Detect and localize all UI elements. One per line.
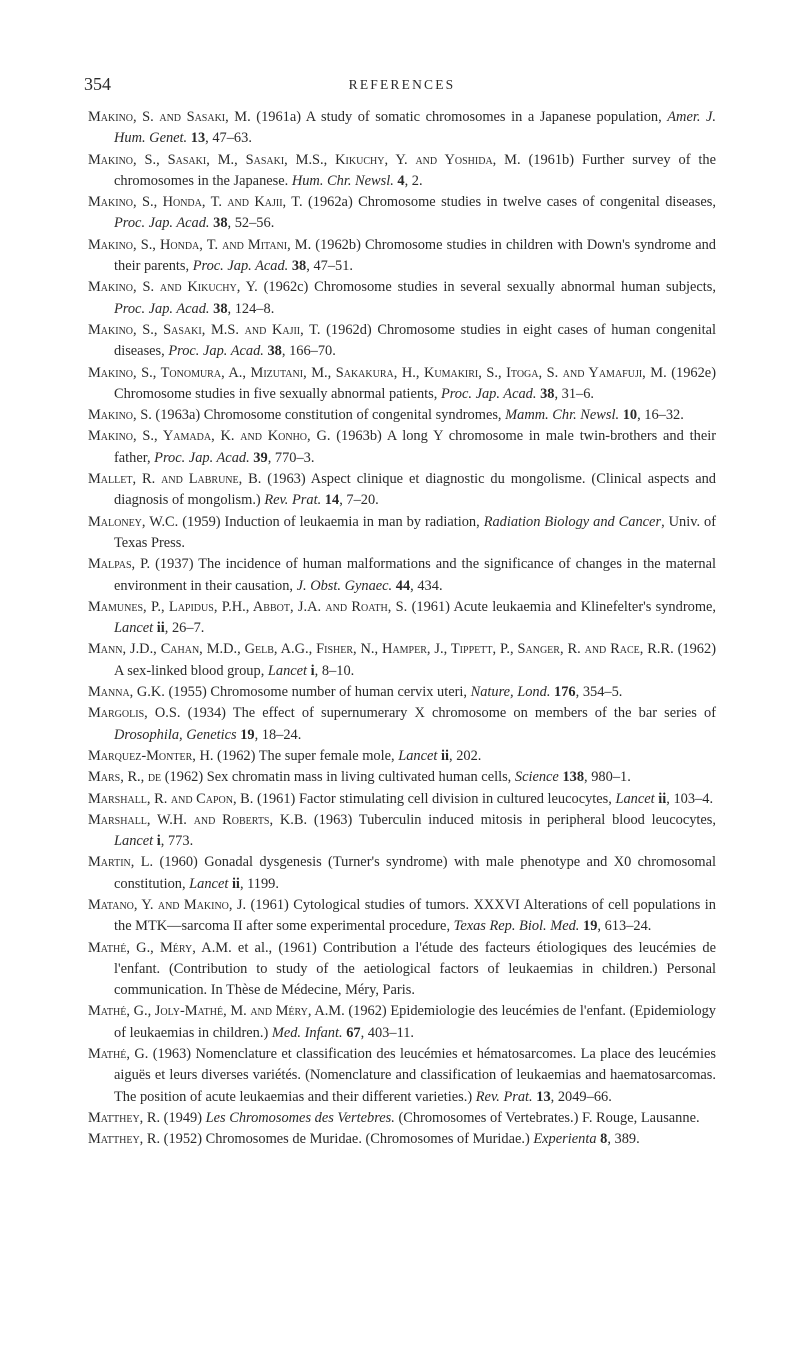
reference-entry <box>88 426 716 469</box>
reference-entry <box>88 895 716 938</box>
reference-journal: Rev. Prat. <box>264 492 322 509</box>
reference-pages: , 2. <box>404 172 423 189</box>
reference-pages: , 103–4. <box>666 790 714 807</box>
reference-authors: Maloney, W.C. <box>88 513 179 530</box>
reference-authors: Margolis, O.S. <box>88 705 181 722</box>
reference-entry <box>88 192 716 235</box>
reference-journal: Experienta <box>533 1131 597 1148</box>
reference-volume: 38 <box>540 385 555 402</box>
reference-pages: , 434. <box>410 577 443 594</box>
reference-authors: Makino, S. and Sasaki, M. <box>88 109 251 125</box>
reference-volume: i <box>310 662 315 679</box>
reference-list <box>88 107 716 1151</box>
reference-volume: ii <box>658 790 667 807</box>
reference-text: (1962) The super female mole, <box>213 747 399 764</box>
reference-authors: Marshall, R. and Capon, B. <box>88 790 254 807</box>
reference-journal: Hum. Chr. Newsl. <box>291 172 394 189</box>
reference-volume: 38 <box>291 258 307 275</box>
reference-entry <box>88 703 716 746</box>
reference-pages: , 47–51. <box>306 258 354 275</box>
reference-authors: Makino, S., Honda, T. and Mitani, M. <box>88 236 312 253</box>
reference-volume: 138 <box>562 769 585 786</box>
reference-volume: ii <box>231 875 240 892</box>
reference-authors: Matano, Y. and Makino, J. <box>88 896 247 913</box>
reference-volume: 19 <box>583 918 598 935</box>
reference-authors: Makino, S. <box>88 407 152 424</box>
reference-authors: Mathé, G. <box>88 1046 149 1063</box>
reference-volume: 39 <box>253 449 268 466</box>
reference-entry <box>88 1044 716 1108</box>
reference-entry <box>88 938 716 1002</box>
reference-entry <box>88 767 716 788</box>
reference-pages: , 613–24. <box>597 918 652 935</box>
reference-entry <box>88 639 716 682</box>
reference-journal: J. Obst. Gynaec. <box>296 577 393 594</box>
page-number: 354 <box>84 74 111 94</box>
reference-text: (1962b) Chromosome studies in children with Down's syndrome and their parents, <box>114 236 716 275</box>
reference-authors: Makino, S., Yamada, K. and Konho, G. <box>88 428 331 445</box>
reference-journal: Proc. Jap. Acad. <box>168 343 264 360</box>
reference-pages: , 8–10. <box>314 662 355 679</box>
reference-volume: i <box>156 833 161 850</box>
reference-journal: Nature, Lond. <box>470 684 551 701</box>
reference-text: (1955) Chromosome number of human cervix uteri, <box>164 684 471 701</box>
reference-entry <box>88 746 716 767</box>
reference-pages: , 26–7. <box>164 620 205 637</box>
reference-entry <box>88 277 716 320</box>
reference-authors: Mamunes, P., Lapidus, P.H., Abbot, J.A. and Roath, S. <box>88 598 408 615</box>
reference-volume: ii <box>441 747 449 764</box>
reference-journal: Les Chromosomes des Vertebres. <box>205 1109 395 1126</box>
reference-pages: , 47–63. <box>205 130 252 147</box>
reference-journal: Rev. Prat. <box>475 1088 533 1105</box>
reference-authors: Malpas, P. <box>88 556 151 573</box>
reference-journal: Lancet <box>398 747 438 764</box>
reference-text: (1963a) Chromosome constitution of congenital syndromes, <box>151 407 506 424</box>
page-header <box>84 74 720 102</box>
reference-entry <box>88 554 716 597</box>
reference-entry <box>88 852 716 895</box>
reference-pages: , 31–6. <box>554 385 595 402</box>
reference-authors: Mars, R., de <box>88 769 162 786</box>
reference-volume: 38 <box>267 343 282 360</box>
reference-text: (1960) Gonadal dysgenesis (Turner's syndrome) with male phenotype and X0 chromosomal constitution, <box>114 854 716 892</box>
reference-volume: 13 <box>190 130 206 147</box>
reference-volume: 13 <box>536 1088 551 1105</box>
reference-authors: Makino, S., Tonomura, A., Mizutani, M., Sakakura, H., Kumakiri, S., Itoga, S. and Yamafuji, M. <box>88 364 667 381</box>
reference-pages: , 7–20. <box>339 492 379 509</box>
reference-authors: Mann, J.D., Cahan, M.D., Gelb, A.G., Fisher, N., Hamper, J., Tippett, P., Sanger, R. and Race, R.R. <box>88 641 674 658</box>
reference-pages: , 354–5. <box>575 684 623 701</box>
reference-authors: Matthey, R. <box>88 1131 161 1148</box>
reference-text: (1963b) A long Y chromosome in male twin-brothers and their father, <box>114 428 716 466</box>
reference-text: et al., (1961) Contribution a l'étude des facteurs étiologiques des leucémies de l'enfant. (Contribution to study of the aetiological factors of leukaemias in children.) Personal communication. In Thèse de Médecine, Méry, Paris. <box>114 939 716 999</box>
reference-pages: , 166–70. <box>281 343 336 360</box>
reference-entry <box>88 597 716 640</box>
reference-authors: Mathé, G., Méry, A.M. <box>88 939 232 956</box>
reference-authors: Martin, L. <box>88 854 154 871</box>
reference-volume: 44 <box>395 577 411 594</box>
reference-volume: 4 <box>397 172 405 189</box>
reference-volume: 8 <box>600 1131 608 1148</box>
reference-authors: Marshall, W.H. and Roberts, K.B. <box>88 811 308 828</box>
reference-text: (1961a) A study of somatic chromosomes in a Japanese population, <box>250 109 668 125</box>
reference-journal: Mamm. Chr. Newsl. <box>505 407 620 424</box>
reference-journal: Lancet <box>615 790 655 807</box>
reference-volume: 38 <box>213 300 228 317</box>
reference-pages: , 124–8. <box>227 300 275 317</box>
reference-text: (1952) Chromosomes de Muridae. (Chromosomes of Muridae.) <box>160 1131 534 1148</box>
reference-entry <box>88 810 716 853</box>
reference-volume: ii <box>156 620 165 637</box>
reference-pages: , 2049–66. <box>550 1088 612 1105</box>
reference-pages: , 52–56. <box>227 215 275 232</box>
reference-entry <box>88 1108 716 1129</box>
reference-journal: Proc. Jap. Acad. <box>154 449 250 466</box>
reference-journal: Med. Infant. <box>271 1024 343 1041</box>
reference-authors: Manna, G.K. <box>88 684 165 701</box>
reference-entry <box>88 150 716 193</box>
reference-journal: Science <box>514 769 559 786</box>
reference-text: (1962) Epidemiologie des leucémies de l'enfant. (Epidemiology of leukaemias in children.) <box>114 1003 716 1041</box>
reference-entry <box>88 1129 716 1150</box>
reference-volume: 67 <box>346 1024 361 1041</box>
reference-text: (1963) Tuberculin induced mitosis in peripheral blood leucocytes, <box>307 811 716 828</box>
reference-entry <box>88 107 716 150</box>
reference-authors: Makino, S., Sasaki, M., Sasaki, M.S., Kikuchy, Y. and Yoshida, M. <box>88 151 521 168</box>
reference-volume: 10 <box>622 407 638 424</box>
reference-authors: Makino, S., Honda, T. and Kajii, T. <box>88 194 303 211</box>
reference-entry <box>88 405 716 426</box>
reference-pages: (Chromosomes of Vertebrates.) F. Rouge, Lausanne. <box>394 1109 700 1126</box>
reference-text: (1961) Factor stimulating cell division in cultured leucocytes, <box>253 790 616 807</box>
reference-authors: Mathé, G., Joly-Mathé, M. and Méry, A.M. <box>88 1003 345 1020</box>
reference-entry <box>88 512 716 555</box>
reference-pages: , 202. <box>449 747 482 764</box>
reference-journal: Lancet <box>114 833 154 850</box>
reference-text: (1961) Acute leukaemia and Klinefelter's syndrome, <box>407 598 716 615</box>
reference-authors: Makino, S., Sasaki, M.S. and Kajii, T. <box>88 321 321 338</box>
reference-pages: , 770–3. <box>267 449 315 466</box>
reference-journal: Texas Rep. Biol. Med. <box>453 918 580 935</box>
reference-entry <box>88 469 716 512</box>
reference-journal: Radiation Biology and Cancer <box>483 513 662 530</box>
reference-volume: 176 <box>554 684 576 701</box>
reference-text: (1962) Sex chromatin mass in living cultivated human cells, <box>161 769 515 786</box>
reference-pages: , 389. <box>607 1131 640 1148</box>
reference-pages: , Univ. of Texas Press. <box>114 513 717 551</box>
reference-text: (1962e) Chromosome studies in five sexually abnormal patients, <box>114 364 716 402</box>
reference-pages: , 773. <box>160 833 194 850</box>
reference-pages: , 1199. <box>239 875 279 892</box>
reference-pages: , 16–32. <box>637 407 684 424</box>
reference-text: (1961) Cytological studies of tumors. XXXVI Alterations of cell populations in the MTK—sarcoma II after some experimental procedure, <box>114 896 716 935</box>
reference-authors: Makino, S. and Kikuchy, Y. <box>88 279 258 296</box>
reference-journal: Lancet <box>114 620 154 637</box>
reference-volume: 38 <box>213 215 228 232</box>
reference-entry <box>88 789 716 810</box>
reference-entry <box>88 682 716 703</box>
reference-journal: Lancet <box>267 662 308 679</box>
reference-text: (1962d) Chromosome studies in eight cases of human congenital diseases, <box>114 321 716 360</box>
reference-volume: 14 <box>324 492 340 509</box>
reference-text: (1963) Aspect clinique et diagnostic du mongolisme. (Clinical aspects and diagnosis of mongolism.) <box>114 471 716 509</box>
reference-pages: , 980–1. <box>584 769 631 786</box>
reference-journal: Proc. Jap. Acad. <box>114 215 210 232</box>
reference-text: (1963) Nomenclature et classification des leucémies et hématosarcomes. La place des leucémies aiguës et leurs diverses variétés. (Nomenclature and classification of leukaemias and haematosarcomas. The position of acute leukaemias and their different varieties.) <box>114 1046 716 1105</box>
reference-text: (1962a) Chromosome studies in twelve cases of congenital diseases, <box>302 194 716 211</box>
reference-entry <box>88 320 716 363</box>
reference-authors: Marquez-Monter, H. <box>88 747 214 764</box>
reference-pages: , 18–24. <box>254 726 302 743</box>
reference-text: (1962) A sex-linked blood group, <box>114 641 716 679</box>
reference-entry <box>88 235 716 278</box>
reference-journal: Lancet <box>189 875 229 892</box>
reference-authors: Matthey, R. <box>88 1109 161 1126</box>
running-title: REFERENCES <box>348 77 456 92</box>
reference-pages: , 403–11. <box>360 1024 415 1041</box>
reference-entry <box>88 1001 716 1044</box>
reference-text: (1949) <box>160 1109 206 1126</box>
reference-text: (1934) The effect of supernumerary X chromosome on members of the bar series of <box>180 705 716 722</box>
reference-journal: Proc. Jap. Acad. <box>192 258 289 275</box>
reference-journal: Drosophila, Genetics <box>114 726 237 743</box>
reference-text: (1937) The incidence of human malformations and the significance of changes in the maternal environment in their causation, <box>114 556 716 594</box>
reference-entry <box>88 363 716 406</box>
reference-volume: 19 <box>240 726 255 743</box>
reference-text: (1959) Induction of leukaemia in man by radiation, <box>178 513 484 530</box>
reference-journal: Proc. Jap. Acad. <box>114 300 210 317</box>
reference-journal: Amer. J. Hum. Genet. <box>114 109 716 147</box>
reference-authors: Mallet, R. and Labrune, B. <box>88 471 262 488</box>
reference-journal: Proc. Jap. Acad. <box>440 385 537 402</box>
reference-text: (1961b) Further survey of the chromosomes in the Japanese. <box>114 151 716 189</box>
reference-text: (1962c) Chromosome studies in several sexually abnormal human subjects, <box>257 279 716 296</box>
